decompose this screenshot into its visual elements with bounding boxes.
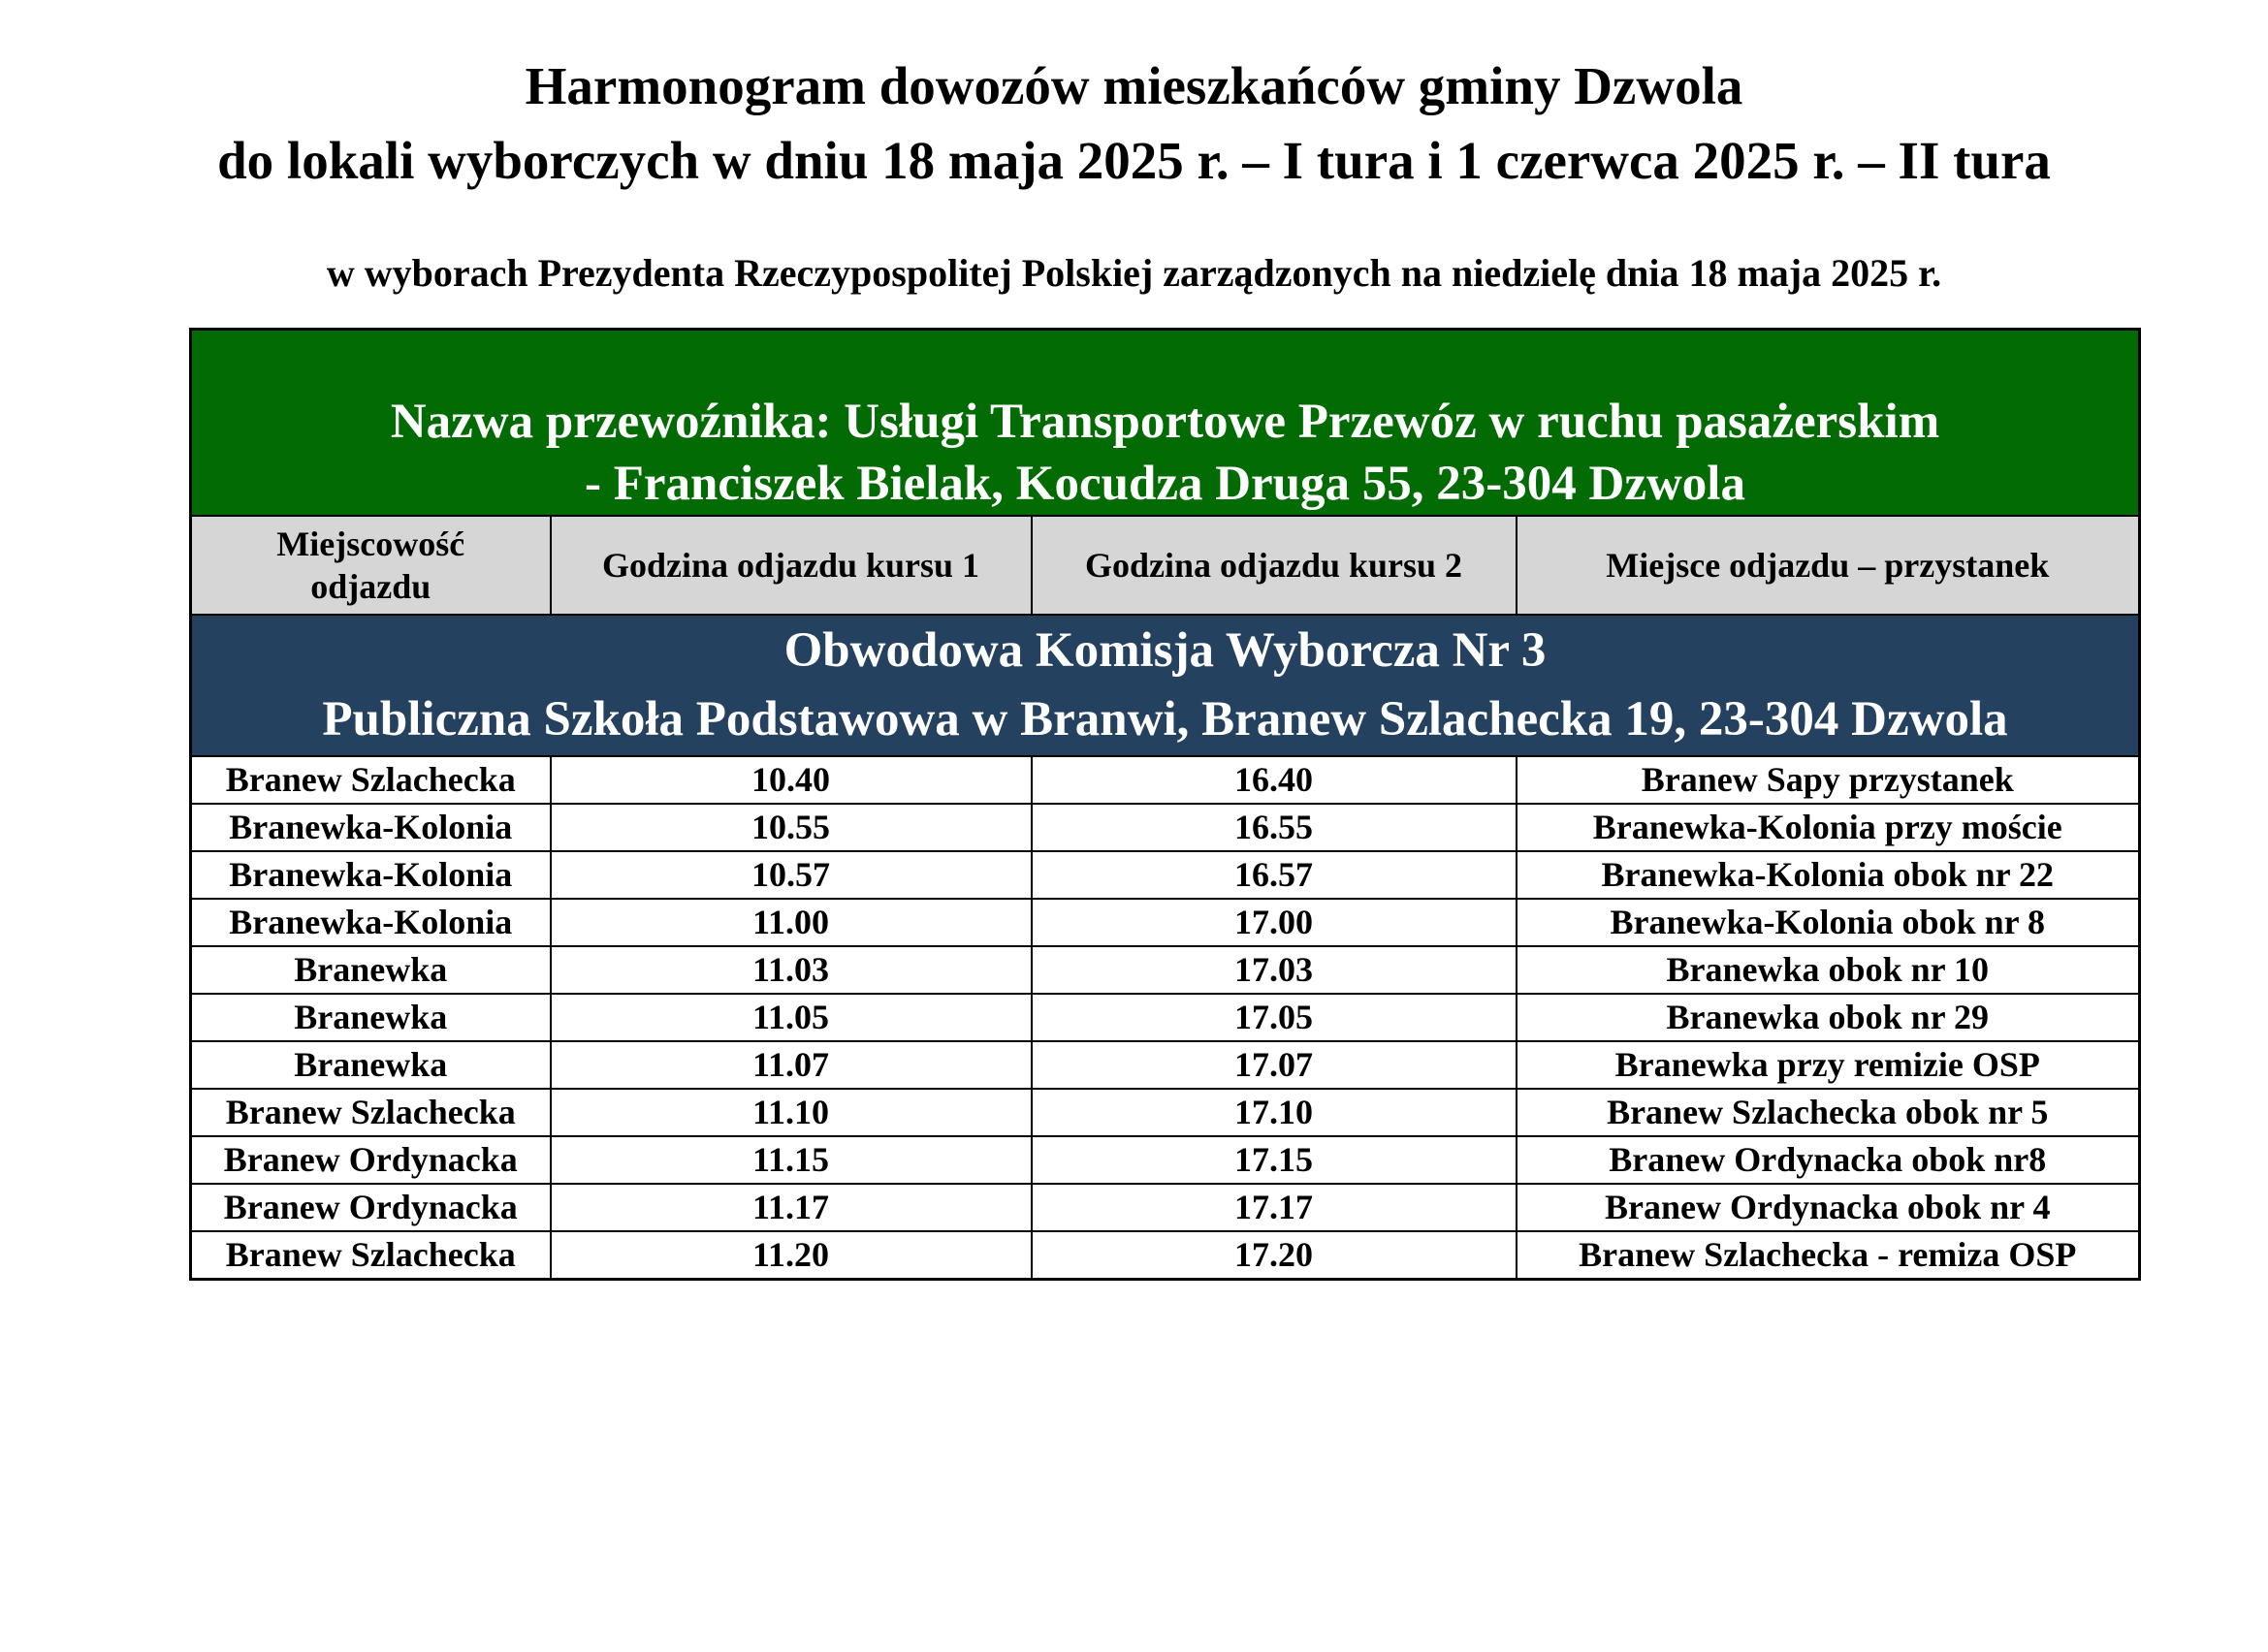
stop-place-cell: Branewka przy remizie OSP — [1517, 1041, 2140, 1089]
stop-place-cell: Branew Szlachecka obok nr 5 — [1517, 1089, 2140, 1136]
stop-place-cell: Branew Szlachecka - remiza OSP — [1517, 1231, 2140, 1280]
departure-town-cell: Branewka-Kolonia — [191, 899, 551, 946]
course1-time-cell: 11.15 — [551, 1136, 1032, 1184]
departure-town-cell: Branew Szlachecka — [191, 1231, 551, 1280]
course2-time-cell: 17.03 — [1032, 946, 1517, 994]
column-header-stop-place: Miejsce odjazdu – przystanek — [1517, 516, 2140, 615]
course2-time-cell: 17.10 — [1032, 1089, 1517, 1136]
commission-banner-line1: Obwodowa Komisja Wyborcza Nr 3 — [783, 623, 1547, 678]
table-row — [191, 1184, 2140, 1231]
course1-time-cell: 11.20 — [551, 1231, 1032, 1280]
departure-town-cell: Branew Szlachecka — [191, 756, 551, 804]
column-header-course1-time: Godzina odjazdu kursu 1 — [551, 516, 1032, 615]
course2-time-cell: 17.17 — [1032, 1184, 1517, 1231]
departure-town-cell: Branewka — [191, 1041, 551, 1089]
page-subtitle: w wyborach Prezydenta Rzeczypospolitej Polskiej zarządzonych na niedzielę dnia 18 maja 2025 r. — [326, 251, 1942, 295]
commission-banner-row — [191, 615, 2140, 756]
transport-schedule-table — [189, 328, 2141, 1281]
stop-place-cell: Branewka-Kolonia obok nr 8 — [1517, 899, 2140, 946]
course2-time-cell: 17.15 — [1032, 1136, 1517, 1184]
course2-time-cell: 17.00 — [1032, 899, 1517, 946]
carrier-banner-line2: - Franciszek Bielak, Kocudza Druga 55, 23-304 Dzwola — [585, 457, 1745, 511]
page-title-line2: do lokali wyborczych w dniu 18 maja 2025 r. – I tura i 1 czerwca 2025 r. – II tura — [217, 131, 2051, 190]
table-row — [191, 804, 2140, 851]
departure-town-cell: Branewka — [191, 946, 551, 994]
course1-time-cell: 11.10 — [551, 1089, 1032, 1136]
page-title — [0, 48, 2268, 198]
departure-town-cell: Branew Szlachecka — [191, 1089, 551, 1136]
course1-time-cell: 11.00 — [551, 899, 1032, 946]
column-header-row — [191, 516, 2140, 615]
page-title-line1: Harmonogram dowozów mieszkańców gminy Dzwola — [525, 56, 1743, 115]
carrier-banner-line1: Nazwa przewoźnika: Usługi Transportowe Przewóz w ruchu pasażerskim — [390, 395, 1940, 449]
stop-place-cell: Branew Ordynacka obok nr8 — [1517, 1136, 2140, 1184]
course2-time-cell: 17.07 — [1032, 1041, 1517, 1089]
commission-banner-line2: Publiczna Szkoła Podstawowa w Branwi, Branew Szlachecka 19, 23-304 Dzwola — [322, 692, 2008, 747]
course2-time-cell: 17.05 — [1032, 994, 1517, 1041]
table-row — [191, 1041, 2140, 1089]
commission-banner — [191, 615, 2140, 756]
table-row — [191, 899, 2140, 946]
course1-time-cell: 11.07 — [551, 1041, 1032, 1089]
stop-place-cell: Branew Sapy przystanek — [1517, 756, 2140, 804]
course2-time-cell: 16.40 — [1032, 756, 1517, 804]
carrier-banner — [191, 330, 2140, 517]
course1-time-cell: 11.03 — [551, 946, 1032, 994]
course2-time-cell: 17.20 — [1032, 1231, 1517, 1280]
stop-place-cell: Branewka-Kolonia obok nr 22 — [1517, 851, 2140, 899]
table-row — [191, 946, 2140, 994]
stop-place-cell: Branewka obok nr 29 — [1517, 994, 2140, 1041]
table-row — [191, 851, 2140, 899]
course2-time-cell: 16.55 — [1032, 804, 1517, 851]
stop-place-cell: Branewka-Kolonia przy moście — [1517, 804, 2140, 851]
course1-time-cell: 10.57 — [551, 851, 1032, 899]
page — [0, 48, 2268, 1652]
departure-town-cell: Branew Ordynacka — [191, 1184, 551, 1231]
column-header-course2-time: Godzina odjazdu kursu 2 — [1032, 516, 1517, 615]
table-row — [191, 1136, 2140, 1184]
table-row — [191, 1089, 2140, 1136]
departure-town-cell: Branewka — [191, 994, 551, 1041]
table-row — [191, 994, 2140, 1041]
departure-town-cell: Branew Ordynacka — [191, 1136, 551, 1184]
stop-place-cell: Branewka obok nr 10 — [1517, 946, 2140, 994]
table-row — [191, 1231, 2140, 1280]
course1-time-cell: 11.17 — [551, 1184, 1032, 1231]
course1-time-cell: 10.55 — [551, 804, 1032, 851]
departure-town-cell: Branewka-Kolonia — [191, 804, 551, 851]
course2-time-cell: 16.57 — [1032, 851, 1517, 899]
column-header-departure-town: Miejscowość odjazdu — [191, 516, 551, 615]
carrier-banner-row — [191, 330, 2140, 517]
departure-town-cell: Branewka-Kolonia — [191, 851, 551, 899]
stop-place-cell: Branew Ordynacka obok nr 4 — [1517, 1184, 2140, 1231]
table-row — [191, 756, 2140, 804]
course1-time-cell: 11.05 — [551, 994, 1032, 1041]
course1-time-cell: 10.40 — [551, 756, 1032, 804]
